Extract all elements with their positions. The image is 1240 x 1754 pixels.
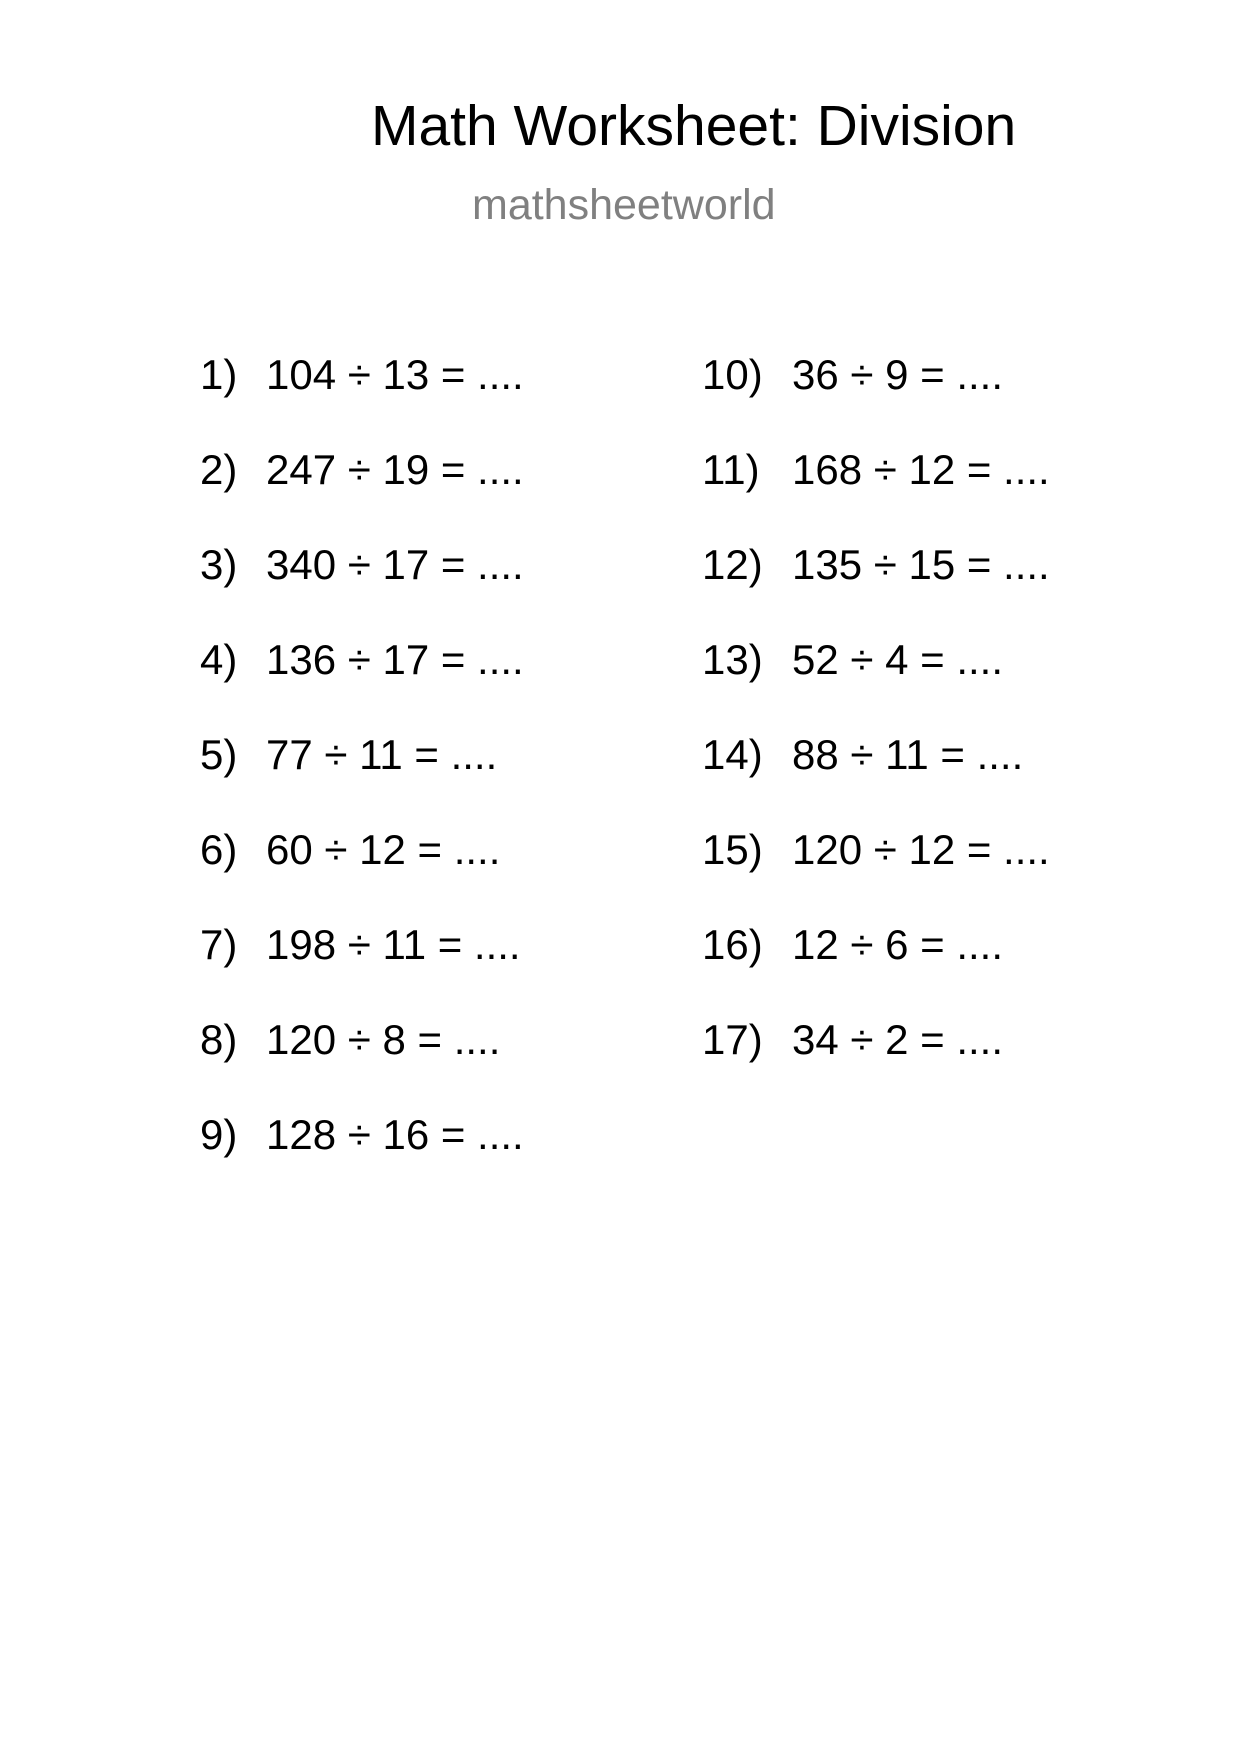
problem-item <box>200 826 524 924</box>
problem-number: 10) <box>702 351 763 398</box>
problem-number: 11) <box>702 446 760 493</box>
problem-item <box>200 731 524 829</box>
problem-item <box>702 351 1050 449</box>
problem-expression: 135 ÷ 15 = .... <box>792 541 1050 588</box>
problem-item <box>200 541 524 639</box>
problem-item <box>200 1016 524 1114</box>
problem-item <box>200 351 524 449</box>
problem-item <box>702 731 1050 829</box>
problem-item <box>200 921 524 1019</box>
problem-expression: 120 ÷ 12 = .... <box>792 826 1050 873</box>
problem-item <box>702 826 1050 924</box>
problem-number: 15) <box>702 826 763 873</box>
page-title: Math Worksheet: Division <box>371 94 1017 158</box>
problem-number: 14) <box>702 731 763 778</box>
problem-number: 8) <box>200 1016 238 1063</box>
problem-expression: 34 ÷ 2 = .... <box>792 1016 1004 1063</box>
problem-expression: 104 ÷ 13 = .... <box>266 351 524 398</box>
problem-expression: 136 ÷ 17 = .... <box>266 636 524 683</box>
problem-item <box>702 446 1050 544</box>
problem-number: 17) <box>702 1016 763 1063</box>
problems-column-right <box>702 351 1050 1114</box>
problem-number: 12) <box>702 541 763 588</box>
problem-number: 6) <box>200 826 238 873</box>
problem-number: 3) <box>200 541 238 588</box>
problem-item <box>702 1016 1050 1114</box>
problem-number: 4) <box>200 636 238 683</box>
problem-number: 7) <box>200 921 238 968</box>
problem-expression: 120 ÷ 8 = .... <box>266 1016 501 1063</box>
problem-expression: 36 ÷ 9 = .... <box>792 351 1004 398</box>
problem-expression: 52 ÷ 4 = .... <box>792 636 1004 683</box>
problem-item <box>200 1111 524 1209</box>
problem-item <box>702 636 1050 734</box>
problem-expression: 340 ÷ 17 = .... <box>266 541 524 588</box>
problem-expression: 247 ÷ 19 = .... <box>266 446 524 493</box>
problem-expression: 12 ÷ 6 = .... <box>792 921 1004 968</box>
problem-item <box>702 541 1050 639</box>
problem-expression: 198 ÷ 11 = .... <box>266 921 521 968</box>
problem-number: 5) <box>200 731 238 778</box>
problem-number: 2) <box>200 446 238 493</box>
problem-expression: 88 ÷ 11 = .... <box>792 731 1024 778</box>
problem-item <box>200 636 524 734</box>
problems-column-left <box>200 351 524 1209</box>
problem-number: 9) <box>200 1111 238 1158</box>
problem-expression: 60 ÷ 12 = .... <box>266 826 501 873</box>
page-subtitle: mathsheetworld <box>472 181 776 229</box>
problem-number: 1) <box>200 351 238 398</box>
problem-expression: 77 ÷ 11 = .... <box>266 731 498 778</box>
problem-item <box>200 446 524 544</box>
problem-item <box>702 921 1050 1019</box>
problem-number: 13) <box>702 636 763 683</box>
problem-expression: 168 ÷ 12 = .... <box>792 446 1050 493</box>
problem-expression: 128 ÷ 16 = .... <box>266 1111 524 1158</box>
problem-number: 16) <box>702 921 763 968</box>
